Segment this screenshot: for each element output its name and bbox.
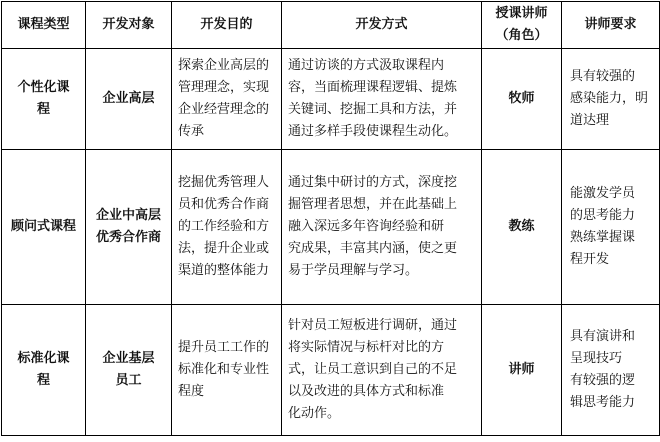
table-row bbox=[2, 49, 660, 150]
header-lecturer: 授课讲师 （角色） bbox=[482, 2, 562, 49]
lecturer-cell: 牧师 bbox=[482, 49, 562, 150]
target-cell: 企业高层 bbox=[86, 49, 172, 150]
method-cell: 针对员工短板进行调研，通过 将实际情况与标杆对比的方 式，让员工意识到自己的不足 以及改进的具体方式和标准 化动作。 bbox=[282, 305, 482, 436]
target-cell: 企业基层 员工 bbox=[86, 305, 172, 436]
header-requirement: 讲师要求 bbox=[562, 2, 660, 49]
course-type-table bbox=[1, 1, 660, 436]
header-target: 开发对象 bbox=[86, 2, 172, 49]
purpose-cell: 挖掘优秀管理人 员和优秀合作商 的工作经验和方 法，提升企业或 渠道的整体能力 bbox=[172, 150, 282, 305]
method-cell: 通过集中研讨的方式，深度挖 掘管理者思想，并在此基础上 融入深远多年咨询经验和研 究成果，丰富其内涵，使之更 易于学员理解与学习。 bbox=[282, 150, 482, 305]
requirement-cell: 具有较强的 感染能力，明 道达理 bbox=[562, 49, 660, 150]
requirement-cell: 具有演讲和 呈现技巧 有较强的逻 辑思考能力 bbox=[562, 305, 660, 436]
purpose-cell: 提升员工工作的 标准化和专业性 程度 bbox=[172, 305, 282, 436]
header-purpose: 开发目的 bbox=[172, 2, 282, 49]
header-method: 开发方式 bbox=[282, 2, 482, 49]
header-row bbox=[2, 2, 660, 49]
lecturer-cell: 讲师 bbox=[482, 305, 562, 436]
purpose-cell: 探索企业高层的 管理理念，实现 企业经营理念的 传承 bbox=[172, 49, 282, 150]
method-cell: 通过访谈的方式汲取课程内 容，当面梳理课程逻辑、提炼 关键词、挖掘工具和方法，并 通过多样手段使课程生动化。 bbox=[282, 49, 482, 150]
course-type-cell: 顾问式课程 bbox=[2, 150, 86, 305]
target-cell: 企业中高层 优秀合作商 bbox=[86, 150, 172, 305]
header-course-type: 课程类型 bbox=[2, 2, 86, 49]
table-row bbox=[2, 305, 660, 436]
requirement-cell: 能激发学员 的思考能力 熟练掌握课 程开发 bbox=[562, 150, 660, 305]
table-row bbox=[2, 150, 660, 305]
course-type-cell: 个性化课 程 bbox=[2, 49, 86, 150]
lecturer-cell: 教练 bbox=[482, 150, 562, 305]
course-type-cell: 标准化课 程 bbox=[2, 305, 86, 436]
